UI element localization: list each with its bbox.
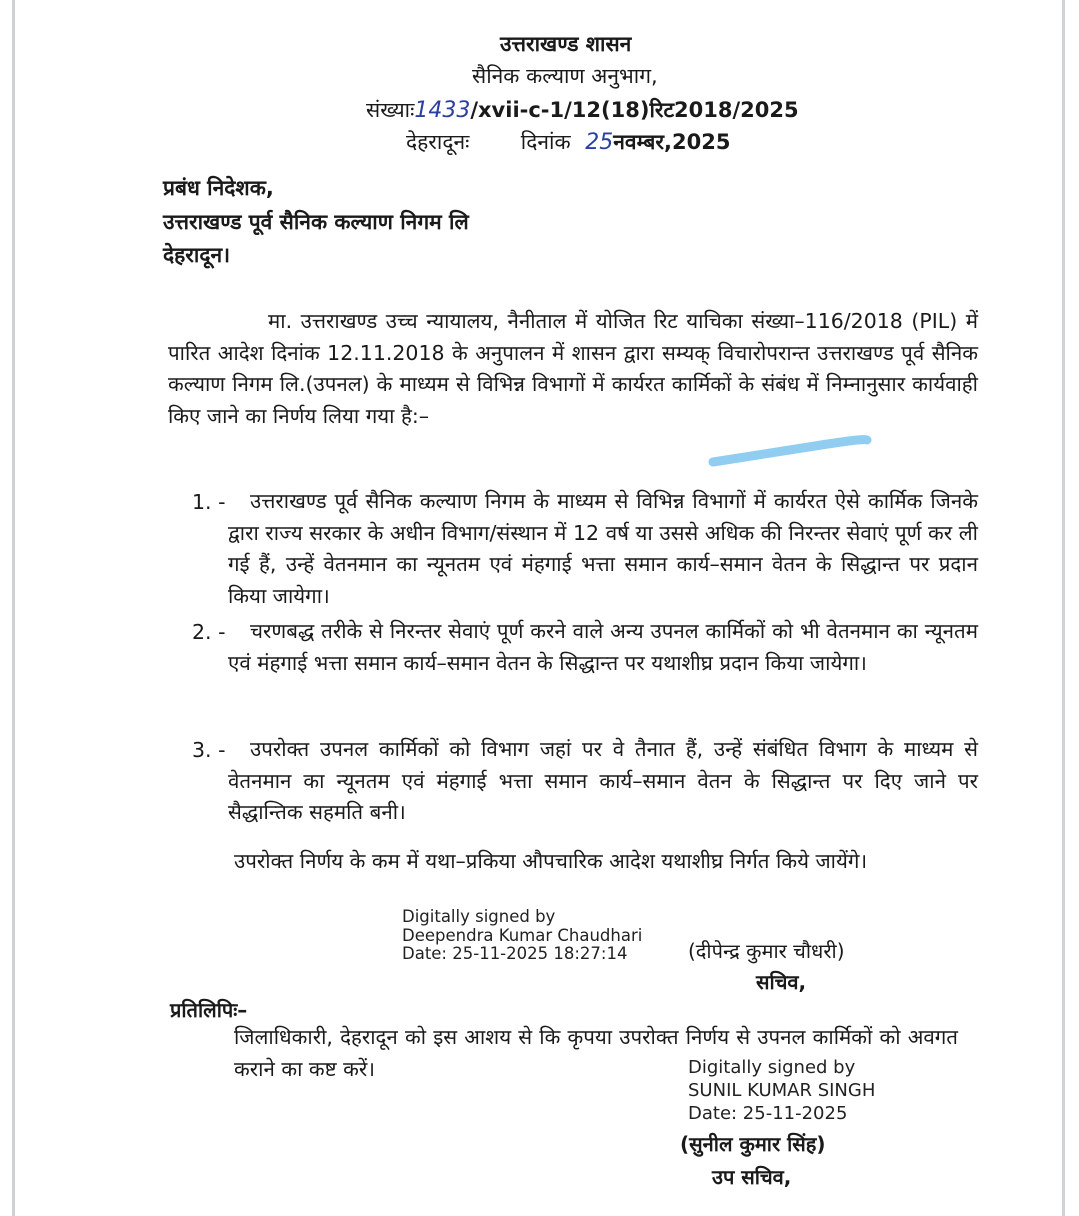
date-handwritten: 25 xyxy=(585,130,614,155)
date-label: दिनांक xyxy=(520,130,571,154)
signatory-2-name: (सुनील कुमार सिंह) xyxy=(680,1132,826,1156)
signature-1-line-3: Date: 25-11-2025 18:27:14 xyxy=(402,944,628,963)
item-1-number: 1. - xyxy=(192,490,226,514)
place: देहरादूनः xyxy=(406,130,470,154)
page-edge-left xyxy=(12,0,15,1216)
letter-number xyxy=(366,96,799,124)
digital-signature-1 xyxy=(402,908,642,964)
signature-1-line-2: Deependra Kumar Chaudhari xyxy=(402,925,643,945)
closing-paragraph: उपरोक्त निर्णय के कम में यथा–प्रकिया औपचारिक आदेश यथाशीघ्र निर्गत किये जायेंगे। xyxy=(234,849,868,873)
signature-2-line-1: Digitally signed by xyxy=(688,1057,856,1078)
digital-signature-2 xyxy=(688,1056,875,1125)
page-edge-right xyxy=(1062,0,1065,1216)
number-rest: /xvii-c-1/12(18)रिट2018/2025 xyxy=(470,98,799,122)
place-date-line xyxy=(406,128,730,156)
highlighter-mark xyxy=(705,432,875,472)
signatory-1-designation: सचिव, xyxy=(756,970,807,994)
item-1-text: उत्तराखण्ड पूर्व सैनिक कल्याण निगम के माध्यम से विभिन्न विभागों में कार्यरत ऐसे कार्मिक जिनके द्वारा राज्य सरकार के अधीन विभाग/संस्थान में 12 वर्ष या उससे अधिक की निरन्तर सेवाएं पूर्ण कर ली गई हैं, उन्हें वेतनमान का न्यूनतम एवं मंहगाई भत्ता समान कार्य–समान वेतन के सिद्धान्त पर प्रदान किया जायेगा। xyxy=(228,489,978,608)
addressee-line-1: प्रबंध निदेशक, xyxy=(163,176,274,200)
copy-label: प्रतिलिपिः– xyxy=(170,998,248,1022)
signature-2-line-2: SUNIL KUMAR SINGH xyxy=(688,1080,876,1101)
item-3-number: 3. - xyxy=(192,738,226,762)
number-handwritten: 1433 xyxy=(414,98,471,123)
signatory-2-designation: उप सचिव, xyxy=(712,1165,792,1189)
intro-paragraph: मा. उत्तराखण्ड उच्च न्यायालय, नैनीताल में योजित रिट याचिका संख्या–116/2018 (PIL) में पारित आदेश दिनांक 12.11.2018 के अनुपालन में शासन द्वारा सम्यक् विचारोपरान्त उत्तराखण्ड पूर्व सैनिक कल्याण निगम लि.(उपनल) के माध्यम से विभिन्न विभागों में कार्यरत कार्मिकों के संबंध में निम्नानुसार कार्यवाही किए जाने का निर्णय लिया गया है:– xyxy=(168,309,978,428)
date-rest: नवम्बर,2025 xyxy=(613,130,731,154)
number-label: संख्याः xyxy=(366,98,415,122)
item-2-text: चरणबद्ध तरीके से निरन्तर सेवाएं पूर्ण करने वाले अन्य उपनल कार्मिकों को भी वेतनमान का न्यूनतम एवं मंहगाई भत्ता समान कार्य–समान वेतन के सिद्धान्त पर यथाशीघ्र प्रदान किया जायेगा। xyxy=(228,619,978,675)
signatory-1-name: (दीपेन्द्र कुमार चौधरी) xyxy=(688,939,845,963)
addressee-line-2: उत्तराखण्ड पूर्व सैनिक कल्याण निगम लि xyxy=(163,210,469,234)
item-2-number: 2. - xyxy=(192,620,226,644)
item-3-text: उपरोक्त उपनल कार्मिकों को विभाग जहां पर वे तैनात हैं, उन्हें संबंधित विभाग के माध्यम से वेतनमान का न्यूनतम एवं मंहगाई भत्ता समान कार्य–समान वेतन के सिद्धान्त पर दिए जाने पर सैद्धान्तिक सहमति बनी। xyxy=(228,737,978,824)
signature-2-line-3: Date: 25-11-2025 xyxy=(688,1103,848,1124)
addressee-line-3: देहरादून। xyxy=(163,243,231,267)
copy-text: जिलाधिकारी, देहरादून को इस आशय से कि कृपया उपरोक्त निर्णय से उपनल कार्मिकों को अवगत कराने का कष्ट करें। xyxy=(234,1025,958,1081)
signature-1-line-1: Digitally signed by xyxy=(402,907,556,926)
section-title: सैनिक कल्याण अनुभाग, xyxy=(472,64,658,88)
government-title: उत्तराखण्ड शासन xyxy=(500,32,632,56)
